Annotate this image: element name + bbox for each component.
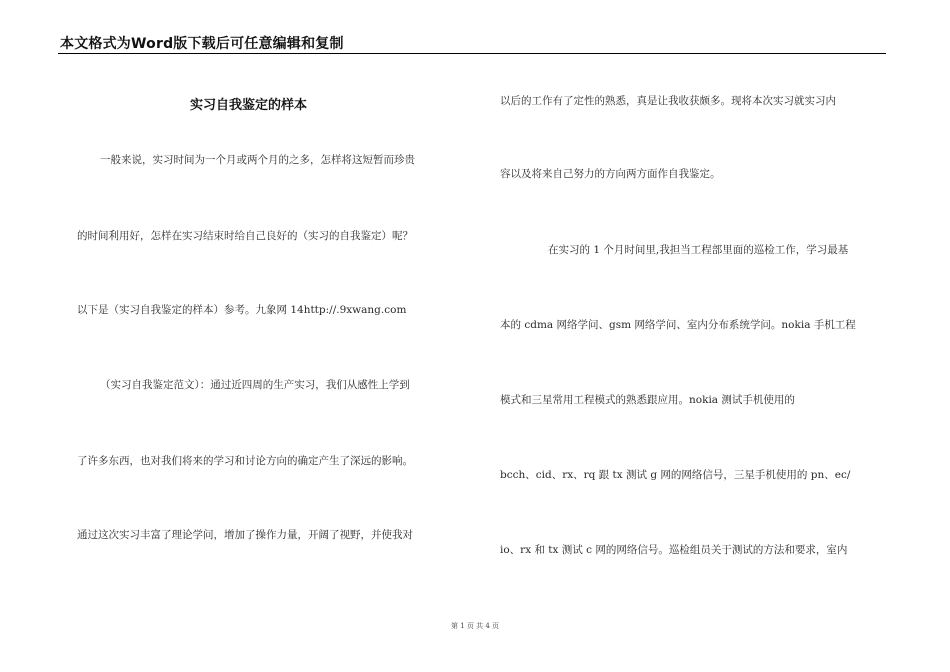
right-line-5: 模式和三星常用工程模式的熟悉跟应用。nokia 测试手机使用的 bbox=[500, 394, 795, 406]
page-number-footer: 第 1 页 共 4 页 bbox=[450, 622, 500, 630]
right-line-6: bcch、cid、rx、rq 跟 tx 测试 g 网的网络信号，三星手机使用的 pn、ec/ bbox=[500, 469, 851, 481]
right-line-4: 本的 cdma 网络学问、gsm 网络学问、室内分布系统学问。nokia 手机工程 bbox=[500, 319, 856, 331]
left-line-5: 了许多东西，也对我们将来的学习和讨论方向的确定产生了深远的影响。 bbox=[77, 455, 413, 467]
right-line-1: 以后的工作有了定性的熟悉，真是让我收获颇多。现将本次实习就实习内 bbox=[500, 95, 836, 107]
left-line-6: 通过这次实习丰富了理论学问，增加了操作力量，开阔了视野，并使我对 bbox=[77, 529, 413, 541]
page-header-text: 本文格式为Word版下载后可任意编辑和复制 bbox=[60, 36, 344, 52]
left-line-2: 的时间利用好，怎样在实习结束时给自己良好的（实习的自我鉴定）呢？ bbox=[77, 230, 413, 242]
right-line-3: 在实习的 1 个月时间里,我担当工程部里面的巡检工作，学习最基 bbox=[548, 244, 849, 256]
header-divider bbox=[58, 53, 886, 54]
left-line-3: 以下是（实习自我鉴定的样本）参考。九象网 14http://.9xwang.com bbox=[77, 304, 407, 316]
right-line-2: 容以及将来自己努力的方向两方面作自我鉴定。 bbox=[500, 168, 721, 180]
document-title: 实习自我鉴定的样本 bbox=[190, 98, 308, 113]
right-line-7: io、rx 和 tx 测试 c 网的网络信号。巡检组员关于测试的方法和要求，室内 bbox=[500, 544, 848, 556]
left-line-4: （实习自我鉴定范文）：通过近四周的生产实习，我们从感性上学到 bbox=[100, 379, 410, 391]
left-line-1: 一般来说，实习时间为一个月或两个月的之多，怎样将这短暂而珍贵 bbox=[100, 154, 415, 166]
